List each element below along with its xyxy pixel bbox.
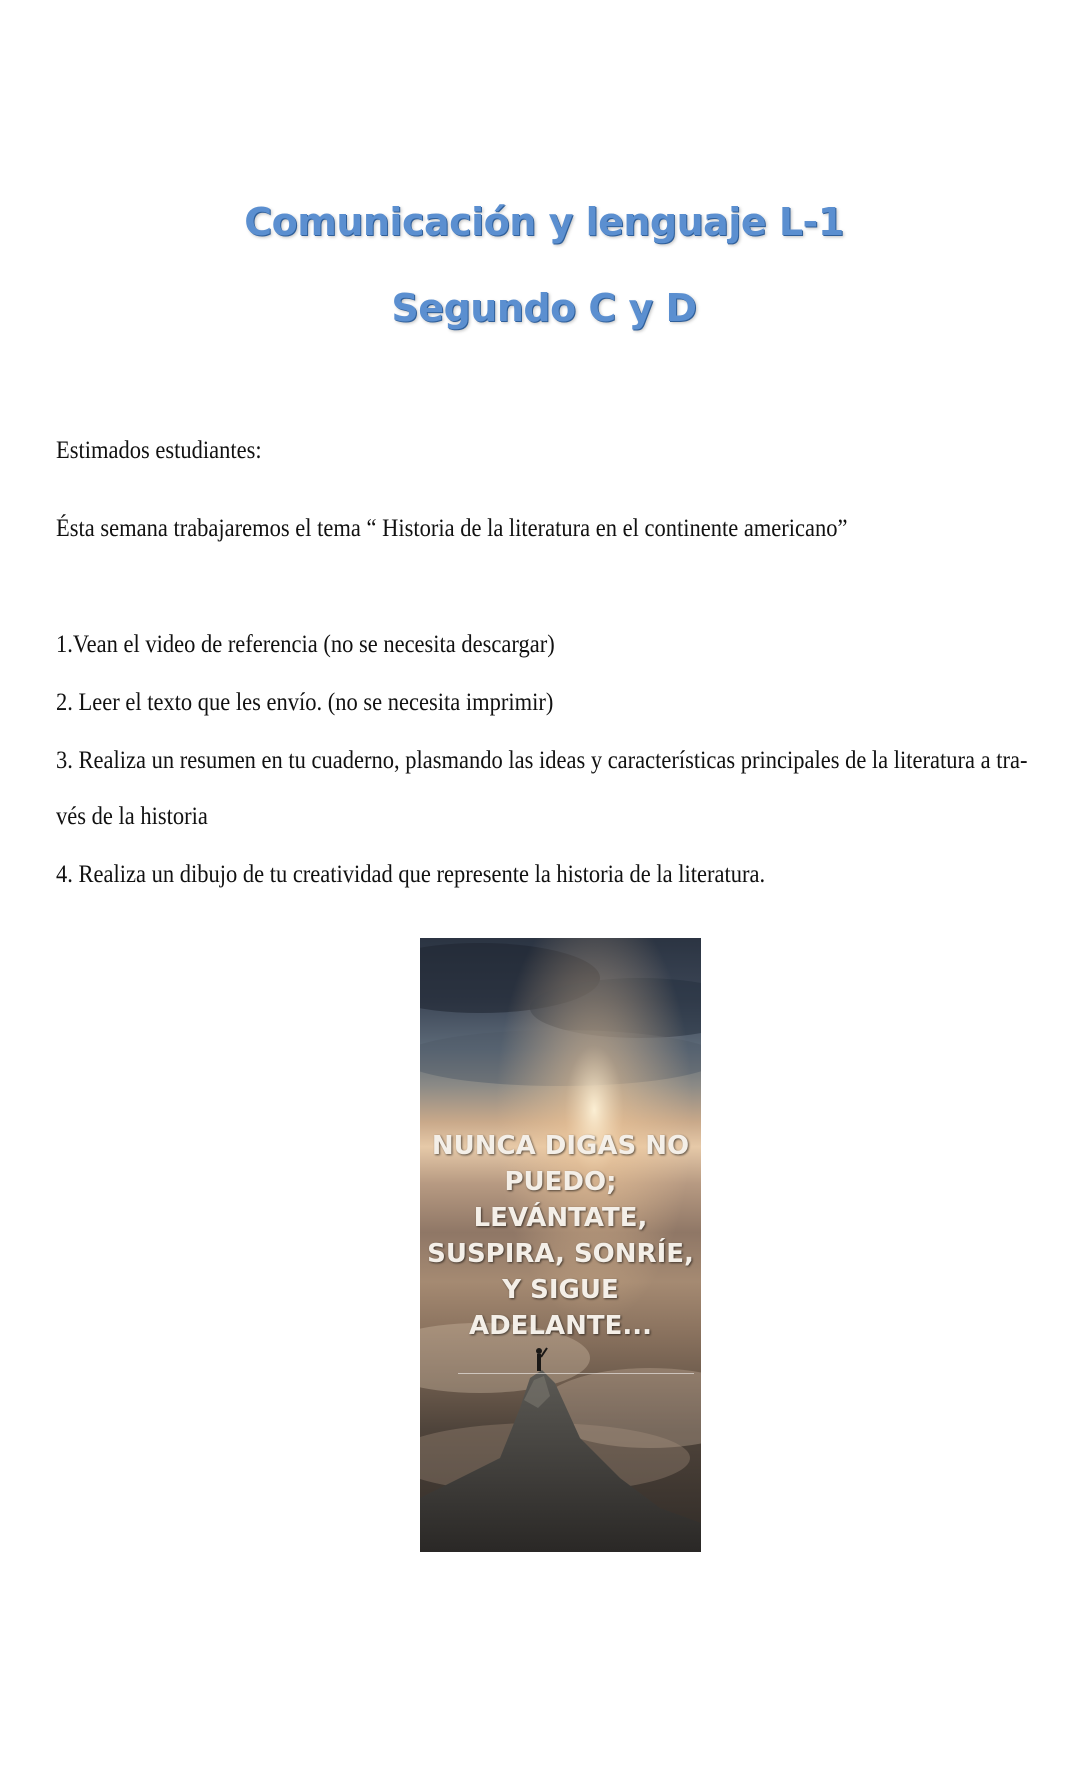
instruction-step-2: 2. Leer el texto que les envío. (no se necesita imprimir) bbox=[56, 689, 554, 716]
poster-line-3: LEVÁNTATE, bbox=[473, 1203, 648, 1233]
instruction-step-3-continued: vés de la historia bbox=[56, 803, 208, 830]
document-subtitle: Segundo C y D bbox=[391, 286, 697, 330]
document-title: Comunicación y lenguaje L-1 bbox=[244, 200, 844, 244]
poster-line-2: PUEDO; bbox=[504, 1167, 617, 1197]
poster-line-6: ADELANTE... bbox=[468, 1311, 653, 1341]
poster-line-5: Y SIGUE bbox=[502, 1275, 619, 1305]
poster-divider bbox=[458, 1373, 694, 1374]
motivational-poster-image bbox=[420, 938, 701, 1552]
instruction-step-3: 3. Realiza un resumen en tu cuaderno, plasmando las ideas y características principales de la literatura a tra- bbox=[56, 747, 1028, 774]
instruction-step-4: 4. Realiza un dibujo de tu creatividad que represente la historia de la literatura. bbox=[56, 861, 766, 888]
intro-text: Ésta semana trabajaremos el tema “ Historia de la literatura en el continente americano” bbox=[56, 515, 848, 542]
poster-quote bbox=[420, 1128, 701, 1344]
poster-line-1: NUNCA DIGAS NO bbox=[431, 1131, 690, 1161]
poster-line-4: SUSPIRA, SONRÍE, bbox=[427, 1239, 694, 1269]
instruction-step-1: 1.Vean el video de referencia (no se necesita descargar) bbox=[56, 631, 555, 658]
greeting-text: Estimados estudiantes: bbox=[56, 437, 262, 464]
